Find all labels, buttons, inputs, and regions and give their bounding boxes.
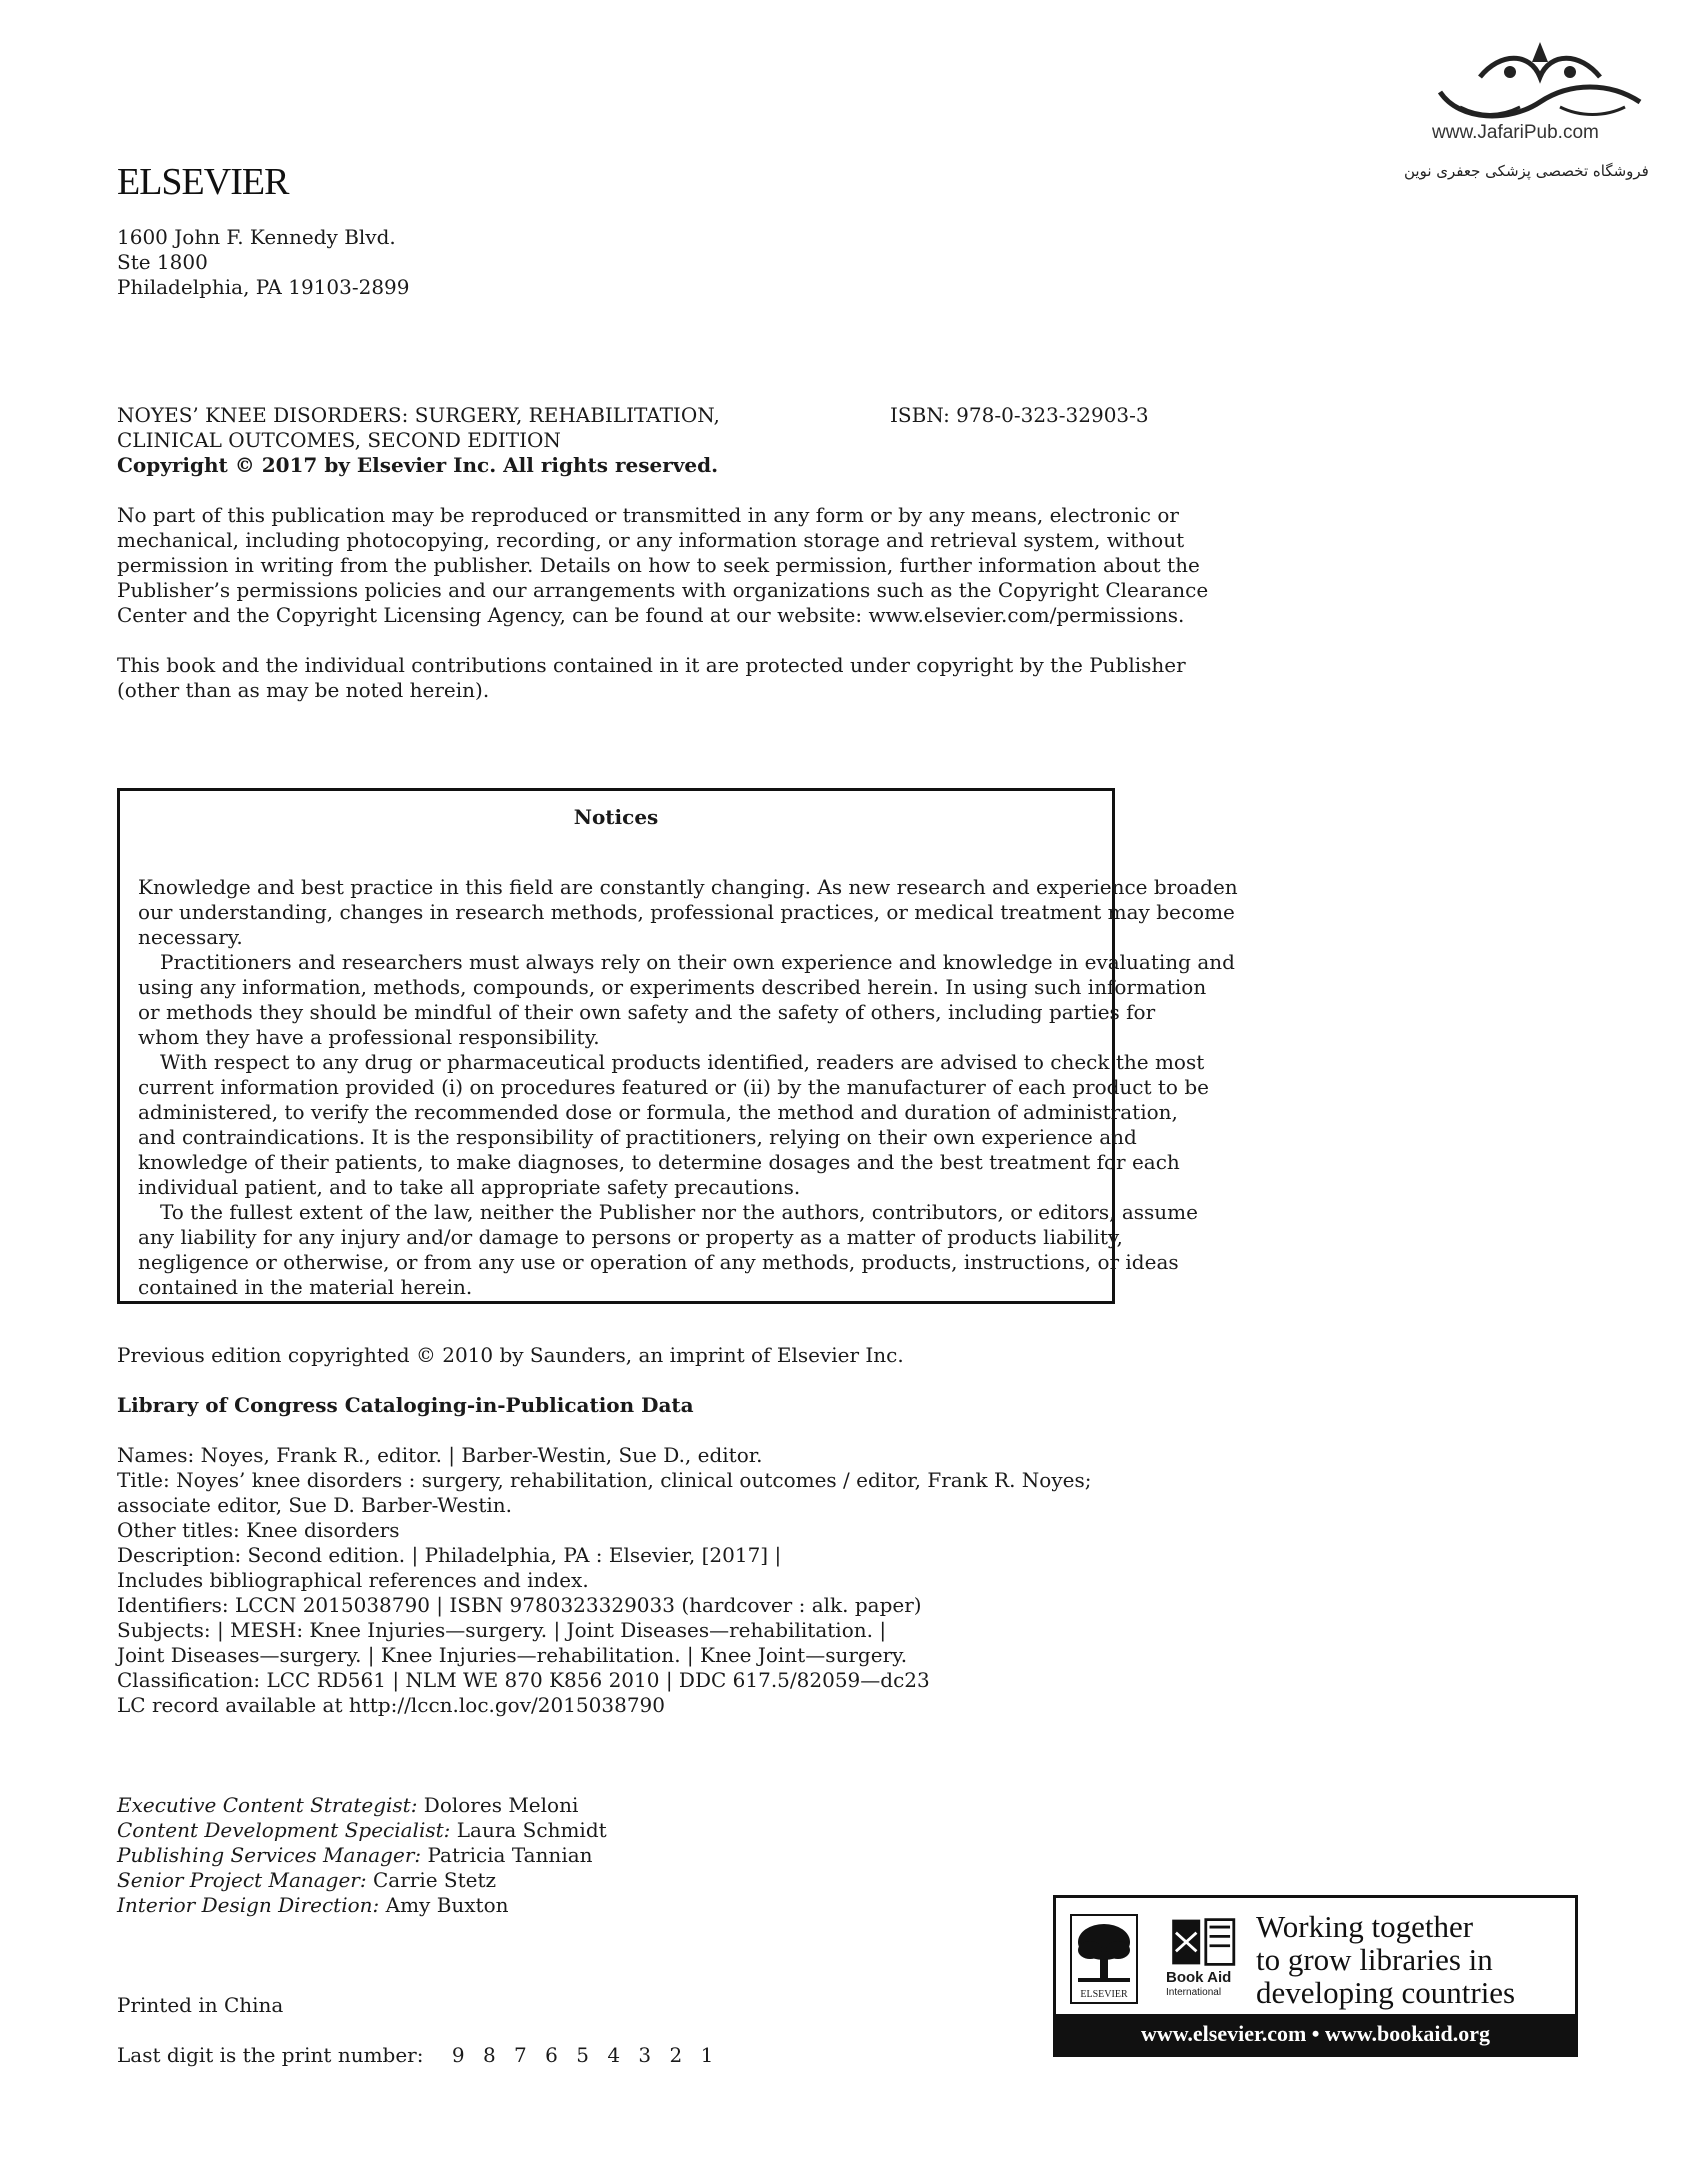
notices-box <box>117 788 1238 1304</box>
notice-line: individual patient, and to take all appropriate safety precautions. <box>138 1175 801 1199</box>
paragraph-line: Center and the Copyright Licensing Agency, can be found at our website: www.elsevier.com/permissions. <box>117 603 1185 627</box>
notice-line: contained in the material herein. <box>138 1275 473 1299</box>
credits-list <box>117 1793 1102 1918</box>
credit-role: Interior Design Direction: <box>117 1893 380 1917</box>
book-title-block <box>117 403 837 478</box>
notice-line: administered, to verify the recommended dose or formula, the method and duration of administration, <box>138 1100 1178 1124</box>
notice-line: necessary. <box>138 925 243 949</box>
credit-line <box>117 1843 1102 1868</box>
notice-line: and contraindications. It is the responsibility of practitioners, relying on their own experience and <box>138 1125 1137 1149</box>
cip-line: Other titles: Knee disorders <box>117 1518 400 1542</box>
print-digit: 5 <box>576 2043 589 2067</box>
credit-role: Executive Content Strategist: <box>117 1793 418 1817</box>
credit-line <box>117 1868 1102 1893</box>
print-digit: 6 <box>545 2043 558 2067</box>
cip-line: Names: Noyes, Frank R., editor. | Barber-Westin, Sue D., editor. <box>117 1443 763 1467</box>
credit-person: Carrie Stetz <box>372 1868 497 1892</box>
cip-line: Classification: LCC RD561 | NLM WE 870 K856 2010 | DDC 617.5/82059—dc23 <box>117 1668 930 1692</box>
cip-line: Title: Noyes’ knee disorders : surgery, rehabilitation, clinical outcomes / editor, Frank R. Noyes; <box>117 1468 1092 1492</box>
bookaid-badge <box>1053 1895 1578 2057</box>
cip-line: Joint Diseases—surgery. | Knee Injuries—rehabilitation. | Knee Joint—surgery. <box>117 1643 908 1667</box>
previous-edition: Previous edition copyrighted © 2010 by Saunders, an imprint of Elsevier Inc. <box>117 1343 904 1367</box>
paragraph-line: Publisher’s permissions policies and our arrangements with organizations such as the Copyright Clearance <box>117 578 1209 602</box>
notice-line: Knowledge and best practice in this field are constantly changing. As new research and experience broaden <box>138 875 1238 899</box>
credit-role: Content Development Specialist: <box>117 1818 451 1842</box>
print-number-label: Last digit is the print number: <box>117 2043 424 2067</box>
publisher-address <box>117 225 410 300</box>
notice-line: or methods they should be mindful of their own safety and the safety of others, including parties for <box>138 1000 1156 1024</box>
elsevier-tree-logo <box>1070 1914 1138 2004</box>
print-digit: 7 <box>514 2043 527 2067</box>
notice-line: With respect to any drug or pharmaceutical products identified, readers are advised to check the most <box>160 1050 1205 1074</box>
credit-role: Publishing Services Manager: <box>117 1843 422 1867</box>
brand-tagline: فروشگاه تخصصی پزشکی جعفری نوین <box>1404 162 1649 180</box>
book-title-line: NOYES’ KNEE DISORDERS: SURGERY, REHABILITATION, <box>117 403 720 427</box>
cip-line: Identifiers: LCCN 2015038790 | ISBN 9780323329033 (hardcover : alk. paper) <box>117 1593 922 1617</box>
notice-line: current information provided (i) on procedures featured or (ii) by the manufacturer of each product to be <box>138 1075 1209 1099</box>
cip-line: Description: Second edition. | Philadelphia, PA : Elsevier, [2017] | <box>117 1543 782 1567</box>
credit-role: Senior Project Manager: <box>117 1868 367 1892</box>
notices-title: Notices <box>573 805 659 829</box>
cip-line: Subjects: | MESH: Knee Injuries—surgery. | Joint Diseases—rehabilitation. | <box>117 1618 887 1642</box>
paragraph-line: permission in writing from the publisher. Details on how to seek permission, further information about the <box>117 553 1200 577</box>
notice-line: negligence or otherwise, or from any use or operation of any methods, products, instructions, or ideas <box>138 1250 1179 1274</box>
notice-line: Practitioners and researchers must always rely on their own experience and knowledge in evaluating and <box>160 950 1235 974</box>
paragraph-line: mechanical, including photocopying, recording, or any information storage and retrieval system, without <box>117 528 1185 552</box>
book-aid-sublabel: International <box>1166 1987 1222 1998</box>
slogan-line: Working together <box>1256 1909 1474 1944</box>
publisher-name: ELSEVIER <box>117 161 289 203</box>
cip-line: Includes bibliographical references and index. <box>117 1568 589 1592</box>
paragraph-line: (other than as may be noted herein). <box>117 678 490 702</box>
book-title-line: CLINICAL OUTCOMES, SECOND EDITION <box>117 428 561 452</box>
print-digit: 9 <box>451 2043 465 2067</box>
credit-line <box>117 1818 1102 1843</box>
book-aid-icon <box>1166 1914 1240 1970</box>
cip-line: associate editor, Sue D. Barber-Westin. <box>117 1493 512 1517</box>
notice-line: any liability for any injury and/or damage to persons or property as a matter of products liability, <box>138 1225 1123 1249</box>
credit-person: Patricia Tannian <box>427 1843 593 1867</box>
credit-line <box>117 1893 1102 1918</box>
paragraph-line: This book and the individual contributions contained in it are protected under copyright by the Publisher <box>117 653 1186 677</box>
cip-heading: Library of Congress Cataloging-in-Publication Data <box>117 1393 694 1417</box>
bookaid-urls: www.elsevier.com • www.bookaid.org <box>1056 2014 1575 2054</box>
notice-line: To the fullest extent of the law, neither the Publisher nor the authors, contributors, or editors, assume <box>160 1200 1198 1224</box>
credit-person: Amy Buxton <box>385 1893 509 1917</box>
print-digit: 4 <box>607 2043 621 2067</box>
paragraph-line: No part of this publication may be reproduced or transmitted in any form or by any means, electronic or <box>117 503 1179 527</box>
elsevier-label: ELSEVIER <box>1080 1989 1128 2000</box>
notice-line: our understanding, changes in research methods, professional practices, or medical treatment may become <box>138 900 1235 924</box>
address-line: 1600 John F. Kennedy Blvd. <box>117 225 396 249</box>
credit-line <box>117 1793 1102 1818</box>
copyright-line: Copyright © 2017 by Elsevier Inc. All rights reserved. <box>117 453 719 477</box>
print-digit: 8 <box>482 2043 496 2067</box>
credit-person: Dolores Meloni <box>423 1793 579 1817</box>
print-digit: 2 <box>669 2043 683 2067</box>
cip-data <box>117 1443 1102 1718</box>
permission-paragraph <box>117 503 1209 628</box>
printed-in: Printed in China <box>117 1993 284 2017</box>
cip-line: LC record available at http://lccn.loc.gov/2015038790 <box>117 1693 666 1717</box>
protection-paragraph <box>117 653 1186 703</box>
book-aid-label: Book Aid <box>1166 1969 1232 1986</box>
credit-person: Laura Schmidt <box>456 1818 607 1842</box>
slogan-line: developing countries <box>1256 1975 1516 2010</box>
address-line: Ste 1800 <box>117 250 208 274</box>
brand-url: www.JafariPub.com <box>1432 122 1599 143</box>
print-number-line <box>117 2043 1102 2068</box>
isbn: ISBN: 978-0-323-32903-3 <box>890 403 1149 427</box>
bookaid-slogan <box>1256 1910 1515 2009</box>
notice-line: whom they have a professional responsibility. <box>138 1025 600 1049</box>
tree-icon <box>1072 1916 1136 1986</box>
notice-line: using any information, methods, compounds, or experiments described herein. In using such information <box>138 975 1207 999</box>
address-line: Philadelphia, PA 19103-2899 <box>117 275 410 299</box>
notices-body <box>138 875 1238 1300</box>
print-digit: 3 <box>638 2043 652 2067</box>
notice-line: knowledge of their patients, to make diagnoses, to determine dosages and the best treatment for each <box>138 1150 1180 1174</box>
slogan-line: to grow libraries in <box>1256 1942 1493 1977</box>
print-digit: 1 <box>700 2043 714 2067</box>
